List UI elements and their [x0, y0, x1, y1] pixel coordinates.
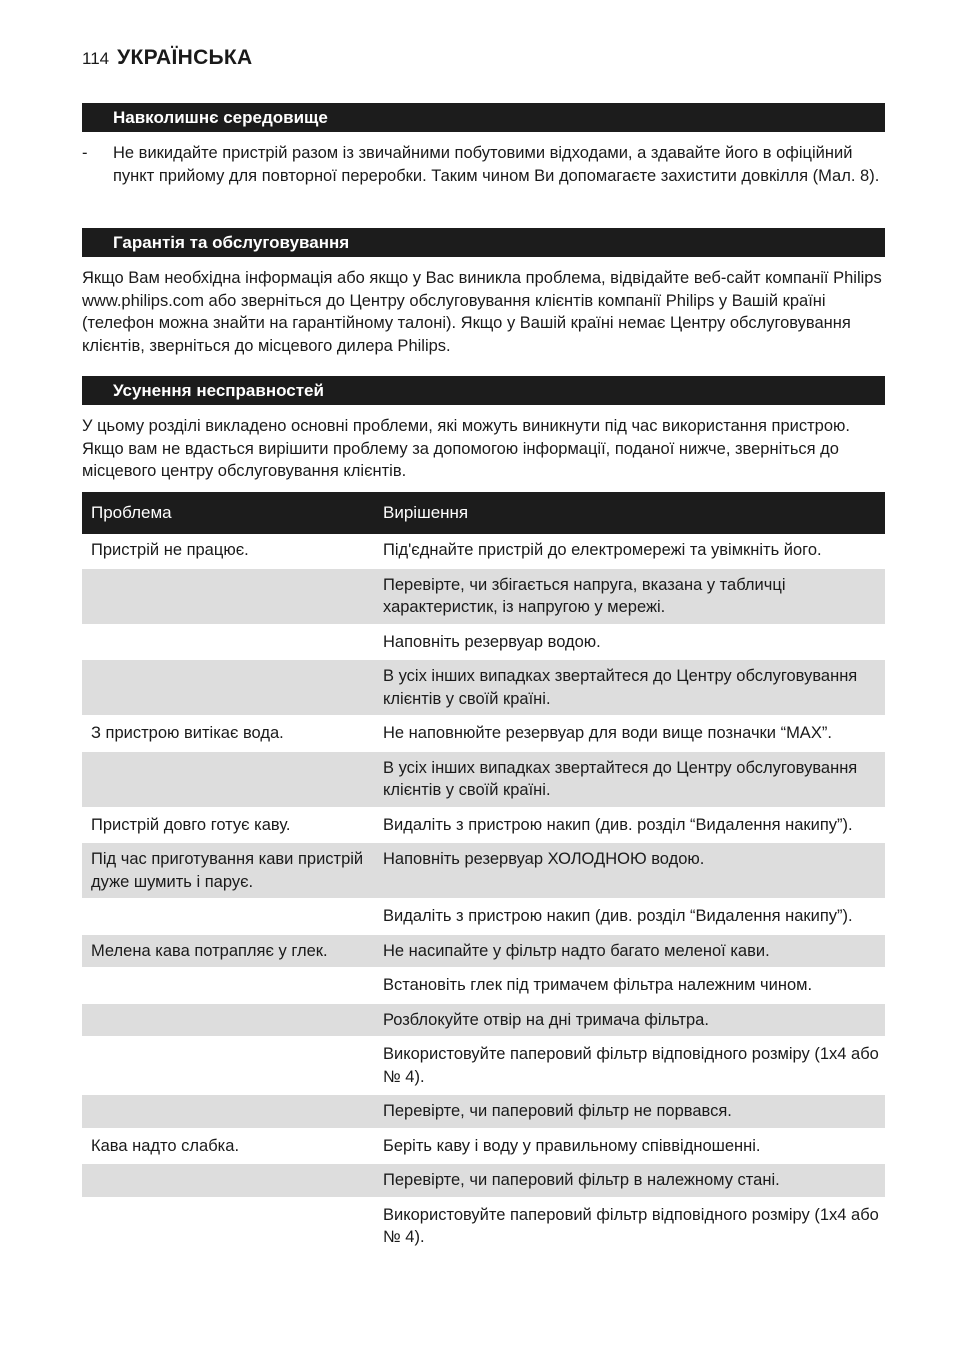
problem-cell — [82, 660, 374, 717]
solution-cell: Перевірте, чи паперовий фільтр в належному стані. — [374, 1164, 885, 1199]
table-row — [82, 969, 885, 1004]
section-heading-troubleshooting: Усунення несправностей — [82, 376, 885, 405]
problem-cell: Мелена кава потрапляє у глек. — [82, 935, 374, 970]
solution-cell: Використовуйте паперовий фільтр відповідного розміру (1x4 або № 4). — [374, 1199, 885, 1256]
problem-cell — [82, 569, 374, 626]
bullet-text: Не викидайте пристрій разом із звичайними побутовими відходами, а здавайте його в офіційний пункт прийому для повторної переробки. Таким чином Ви допомагаєте захистити довкілля (Мал. 8). — [113, 144, 880, 185]
problem-cell — [82, 1038, 374, 1095]
table-row — [82, 935, 885, 970]
solution-cell: Наповніть резервуар ХОЛОДНОЮ водою. — [374, 843, 885, 900]
table-row — [82, 1164, 885, 1199]
table-row — [82, 809, 885, 844]
solution-cell: Використовуйте паперовий фільтр відповідного розміру (1x4 або № 4). — [374, 1038, 885, 1095]
section-heading-guarantee: Гарантія та обслуговування — [82, 228, 885, 257]
solution-cell: Видаліть з пристрою накип (див. розділ “Видалення накипу”). — [374, 900, 885, 935]
table-row — [82, 1095, 885, 1130]
solution-cell: В усіх інших випадках звертайтеся до Центру обслуговування клієнтів у своїй країні. — [374, 660, 885, 717]
problem-cell — [82, 1199, 374, 1256]
troubleshooting-text: У цьому розділі викладено основні проблеми, які можуть виникнути під час використання пристрою. Якщо вам не вдасться вирішити проблему за допомогою інформації, поданої нижче, зверніться до місцевого центру обслуговування клієнтів. — [82, 417, 850, 480]
problem-cell: З пристрою витікає вода. — [82, 717, 374, 752]
troubleshooting-table — [82, 492, 885, 1256]
guarantee-text: Якщо Вам необхідна інформація або якщо у Вас виникла проблема, відвідайте веб-сайт компанії Philips www.philips.com або зверніться до Центру обслуговування клієнтів компанії Philips у Вашій країні (телефон можна знайти на гарантійному талоні). Якщо у Вашій країні немає Центру обслуговування клієнтів, зверніться до місцевого дилера Philips. — [82, 269, 882, 355]
problem-cell — [82, 626, 374, 661]
table-row — [82, 1199, 885, 1256]
table-row — [82, 1130, 885, 1165]
solution-cell: Наповніть резервуар водою. — [374, 626, 885, 661]
solution-cell: Встановіть глек під тримачем фільтра належним чином. — [374, 969, 885, 1004]
table-row — [82, 534, 885, 569]
problem-cell: Під час приготування кави пристрій дуже шумить і парує. — [82, 843, 374, 900]
environment-text — [82, 142, 885, 187]
problem-cell — [82, 1164, 374, 1199]
column-header-solution: Вирішення — [374, 492, 885, 534]
table-row — [82, 900, 885, 935]
page-number: 114 — [82, 49, 110, 68]
bullet-dash: - — [82, 144, 88, 162]
problem-cell — [82, 969, 374, 1004]
table-row — [82, 843, 885, 900]
section-heading-environment: Навколишнє середовище — [82, 103, 885, 132]
problem-cell — [82, 1095, 374, 1130]
problem-cell: Пристрій довго готує каву. — [82, 809, 374, 844]
problem-cell — [82, 752, 374, 809]
column-header-problem: Проблема — [82, 492, 374, 534]
table-header-row — [82, 492, 885, 534]
problem-cell: Пристрій не працює. — [82, 534, 374, 569]
solution-cell: Перевірте, чи паперовий фільтр не порвався. — [374, 1095, 885, 1130]
solution-cell: В усіх інших випадках звертайтеся до Центру обслуговування клієнтів у своїй країні. — [374, 752, 885, 809]
table-row — [82, 1038, 885, 1095]
solution-cell: Беріть каву і воду у правильному співвідношенні. — [374, 1130, 885, 1165]
list-item — [82, 142, 885, 187]
solution-cell: Під'єднайте пристрій до електромережі та увімкніть його. — [374, 534, 885, 569]
solution-cell: Розблокуйте отвір на дні тримача фільтра. — [374, 1004, 885, 1039]
table-body — [82, 534, 885, 1256]
solution-cell: Перевірте, чи збігається напруга, вказана у табличці характеристик, із напругою у мережі. — [374, 569, 885, 626]
table-row — [82, 660, 885, 717]
table-row — [82, 1004, 885, 1039]
solution-cell: Не насипайте у фільтр надто багато меленої кави. — [374, 935, 885, 970]
table-row — [82, 569, 885, 626]
table-row — [82, 626, 885, 661]
problem-cell — [82, 900, 374, 935]
table-row — [82, 717, 885, 752]
language-title: УКРАЇНСЬКА — [117, 46, 253, 69]
solution-cell: Видаліть з пристрою накип (див. розділ “Видалення накипу”). — [374, 809, 885, 844]
problem-cell: Кава надто слабка. — [82, 1130, 374, 1165]
problem-cell — [82, 1004, 374, 1039]
page-header — [82, 46, 253, 70]
table-row — [82, 752, 885, 809]
solution-cell: Не наповнюйте резервуар для води вище позначки “MAX”. — [374, 717, 885, 752]
